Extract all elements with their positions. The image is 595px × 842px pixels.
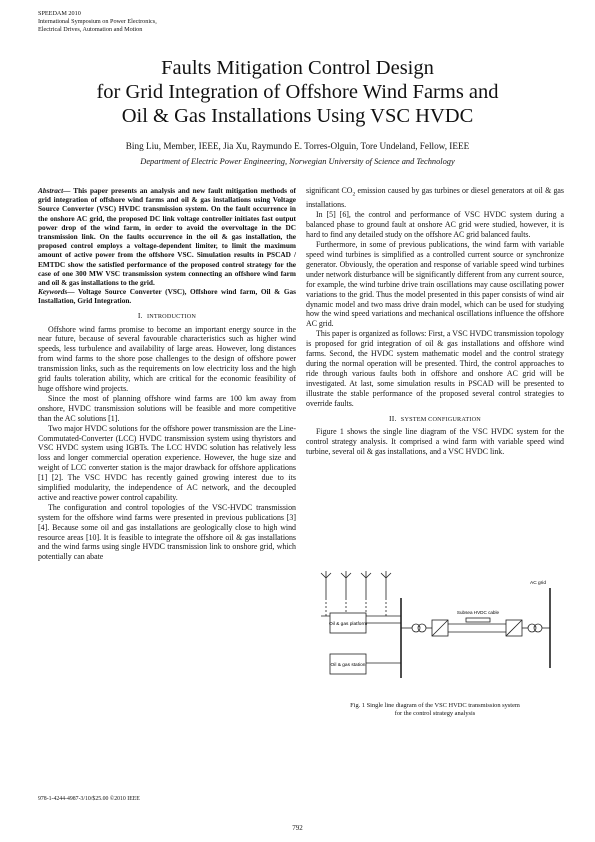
- keywords-text: — Voltage Source Converter (VSC), Offshore wind farm, Oil & Gas Installation, Grid Integration.: [38, 287, 296, 306]
- intro-paragraph-2: Since the most of planning offshore wind farms are 100 km away from onshore, HVDC transmission solutions will be feasible and more competitive than the AC solutions [1].: [38, 393, 296, 423]
- abstract-text: — This paper presents an analysis and new fault mitigation methods of grid integration of offshore wind farms and oil & gas installations using Voltage Source Converter (VSC) HVDC transmission system. On the fault occurrence in the onshore AC grid, the proposed DC link voltage controller initiates fast output power drop of the wind farm, in order to avoid the overvoltage in the DC transmission link. On the faults occurrence in the oil & gas installation, the proposed control employs a voltage-dependent limiter, to limit the maximum amount of active power from the offshore VSC. Simulation results in PSCAD / EMTDC show the satisfied performance of the proposed control strategy for the case of one 300 MW VSC transmission system connecting an offshore wind farm and oil & gas installations to the grid.: [38, 186, 296, 288]
- abstract: [38, 186, 296, 287]
- page-number: 792: [292, 824, 303, 832]
- intro-paragraph-3: Two major HVDC solutions for the offshore power transmission are the Line-Commutated-Converter (LCC) HVDC transmission system using thyristors and VSC HVDC system using IGBTs. The LCC HVDC solution has relatively less loss and longer commercial operation experience. However, the huge size and weight of LCC converter station is the major drawback for offshore applications [1] [2]. The VSC HVDC has recently gained growing interest due to its simplified modularity, the independence of AC network, and the decoupled active and reactive power control capability.: [38, 423, 296, 502]
- abstract-lead: Abstract: [38, 186, 64, 195]
- affiliation: Department of Electric Power Engineering, Norwegian University of Science and Technology: [140, 157, 455, 166]
- keywords-lead: Keywords: [38, 287, 68, 297]
- intro-paragraph-6: Furthermore, in some of previous publications, the wind farm with variable speed wind turbines is simplified as a controlled current source or synchronize generator. Obviously, the operation and response of variable speed wind turbines under network disturbance will be significantly different from any current source, for example, the wind turbine drive train oscillations may cause oscillating power variations to the grid. Thus the model presented in this paper consists of wind air dynamic model and two mass drive drain model, which can be used for studying how the wind speed variations and mechanical oscillations influence the offshore AC grid.: [306, 240, 564, 329]
- station-label: Oil & gas station: [330, 663, 366, 668]
- intro-paragraph-4: The configuration and control topologies of the VSC-HVDC transmission system for the offshore wind farms were presented in previous publications [3] [4]. Because some oil and gas installations are geologically close to high wind resource areas [10]. It is feasible to integrate the offshore oil & gas installations and the wind farms using single HVDC transmission link to onshore grid, which potentially can abate: [38, 502, 296, 562]
- wind-turbine-icon: [321, 571, 391, 598]
- paper-title: [0, 56, 595, 128]
- section-heading-system-configuration: II. SYSTEM CONFIGURATION: [389, 413, 481, 423]
- author-list: Bing Liu, Member, IEEE, Jia Xu, Raymundo E. Torres-Olguin, Tore Undeland, Fellow, IEEE: [125, 141, 470, 151]
- header-line-2: International Symposium on Power Electronics,: [38, 18, 157, 25]
- header-line-3: Electrical Drives, Automation and Motion: [38, 26, 143, 33]
- system-paragraph-1: Figure 1 shows the single line diagram of the VSC HVDC system for the control strategy analysis. It comprised a wind farm with variable speed wind turbine, several oil & gas installations, and a VSC HVDC link.: [306, 427, 564, 457]
- title-line-3: Oil & Gas Installations Using VSC HVDC: [121, 105, 474, 127]
- intro-paragraph-7: This paper is organized as follows: First, a VSC HVDC transmission topology is proposed for grid integration of oil & gas installations and offshore wind farms. Second, the HVDC system mathematic model and the control strategy during the normal operation will be presented. Third, the control approaches to ride through various faults both in offshore and onshore AC grid will be investigated. At last, some simulation results in PSCAD will be presented to illustrate the stable performance of the proposed several control strategies to override faults.: [306, 329, 564, 408]
- figure-caption: Fig. 1 Single line diagram of the VSC HVDC transmission system for the control strategy analysis: [350, 702, 520, 717]
- intro-paragraph-1: Offshore wind farms promise to become an important energy source in the near future, because of several favourable characteristics such as higher wind speeds, less turbulence and availability of large areas. However, long distances from wind farms to the shore pose challenges to the design of offshore power transmission links, such as the requirements on low electricity loss and the high grid faults toleration ability, which are critical for the economic feasibility of huge offshore wind projects.: [38, 324, 296, 393]
- section-heading-introduction: I. INTRODUCTION: [137, 310, 197, 320]
- ac-grid-label: AC grid: [530, 581, 546, 586]
- header-line-1: SPEEDAM 2010: [38, 10, 81, 17]
- keywords: [38, 287, 296, 305]
- platform-label: Oil & gas platform: [328, 622, 368, 627]
- title-line-2: for Grid Integration of Offshore Wind Farms and: [96, 81, 499, 103]
- left-column: [38, 186, 296, 562]
- copyright-footer: 978-1-4244-4987-3/10/$25.00 ©2010 IEEE: [38, 796, 140, 802]
- single-line-diagram: [306, 568, 564, 696]
- title-line-1: Faults Mitigation Control Design: [161, 57, 434, 79]
- cable-label: Subsea HVDC cable: [456, 610, 500, 615]
- right-column: [306, 186, 564, 457]
- intro-paragraph-5: In [5] [6], the control and performance of VSC HVDC system during a balanced phase to ground fault at onshore AC grid were studied, however, it is hard to find any detailed study on the offshore AC grid balanced faults.: [306, 210, 564, 240]
- conference-header: [38, 10, 157, 34]
- intro-continuation: significant $CO_2$ emission caused by gas turbines or diesel generators at oil & gas installations.: [306, 186, 564, 210]
